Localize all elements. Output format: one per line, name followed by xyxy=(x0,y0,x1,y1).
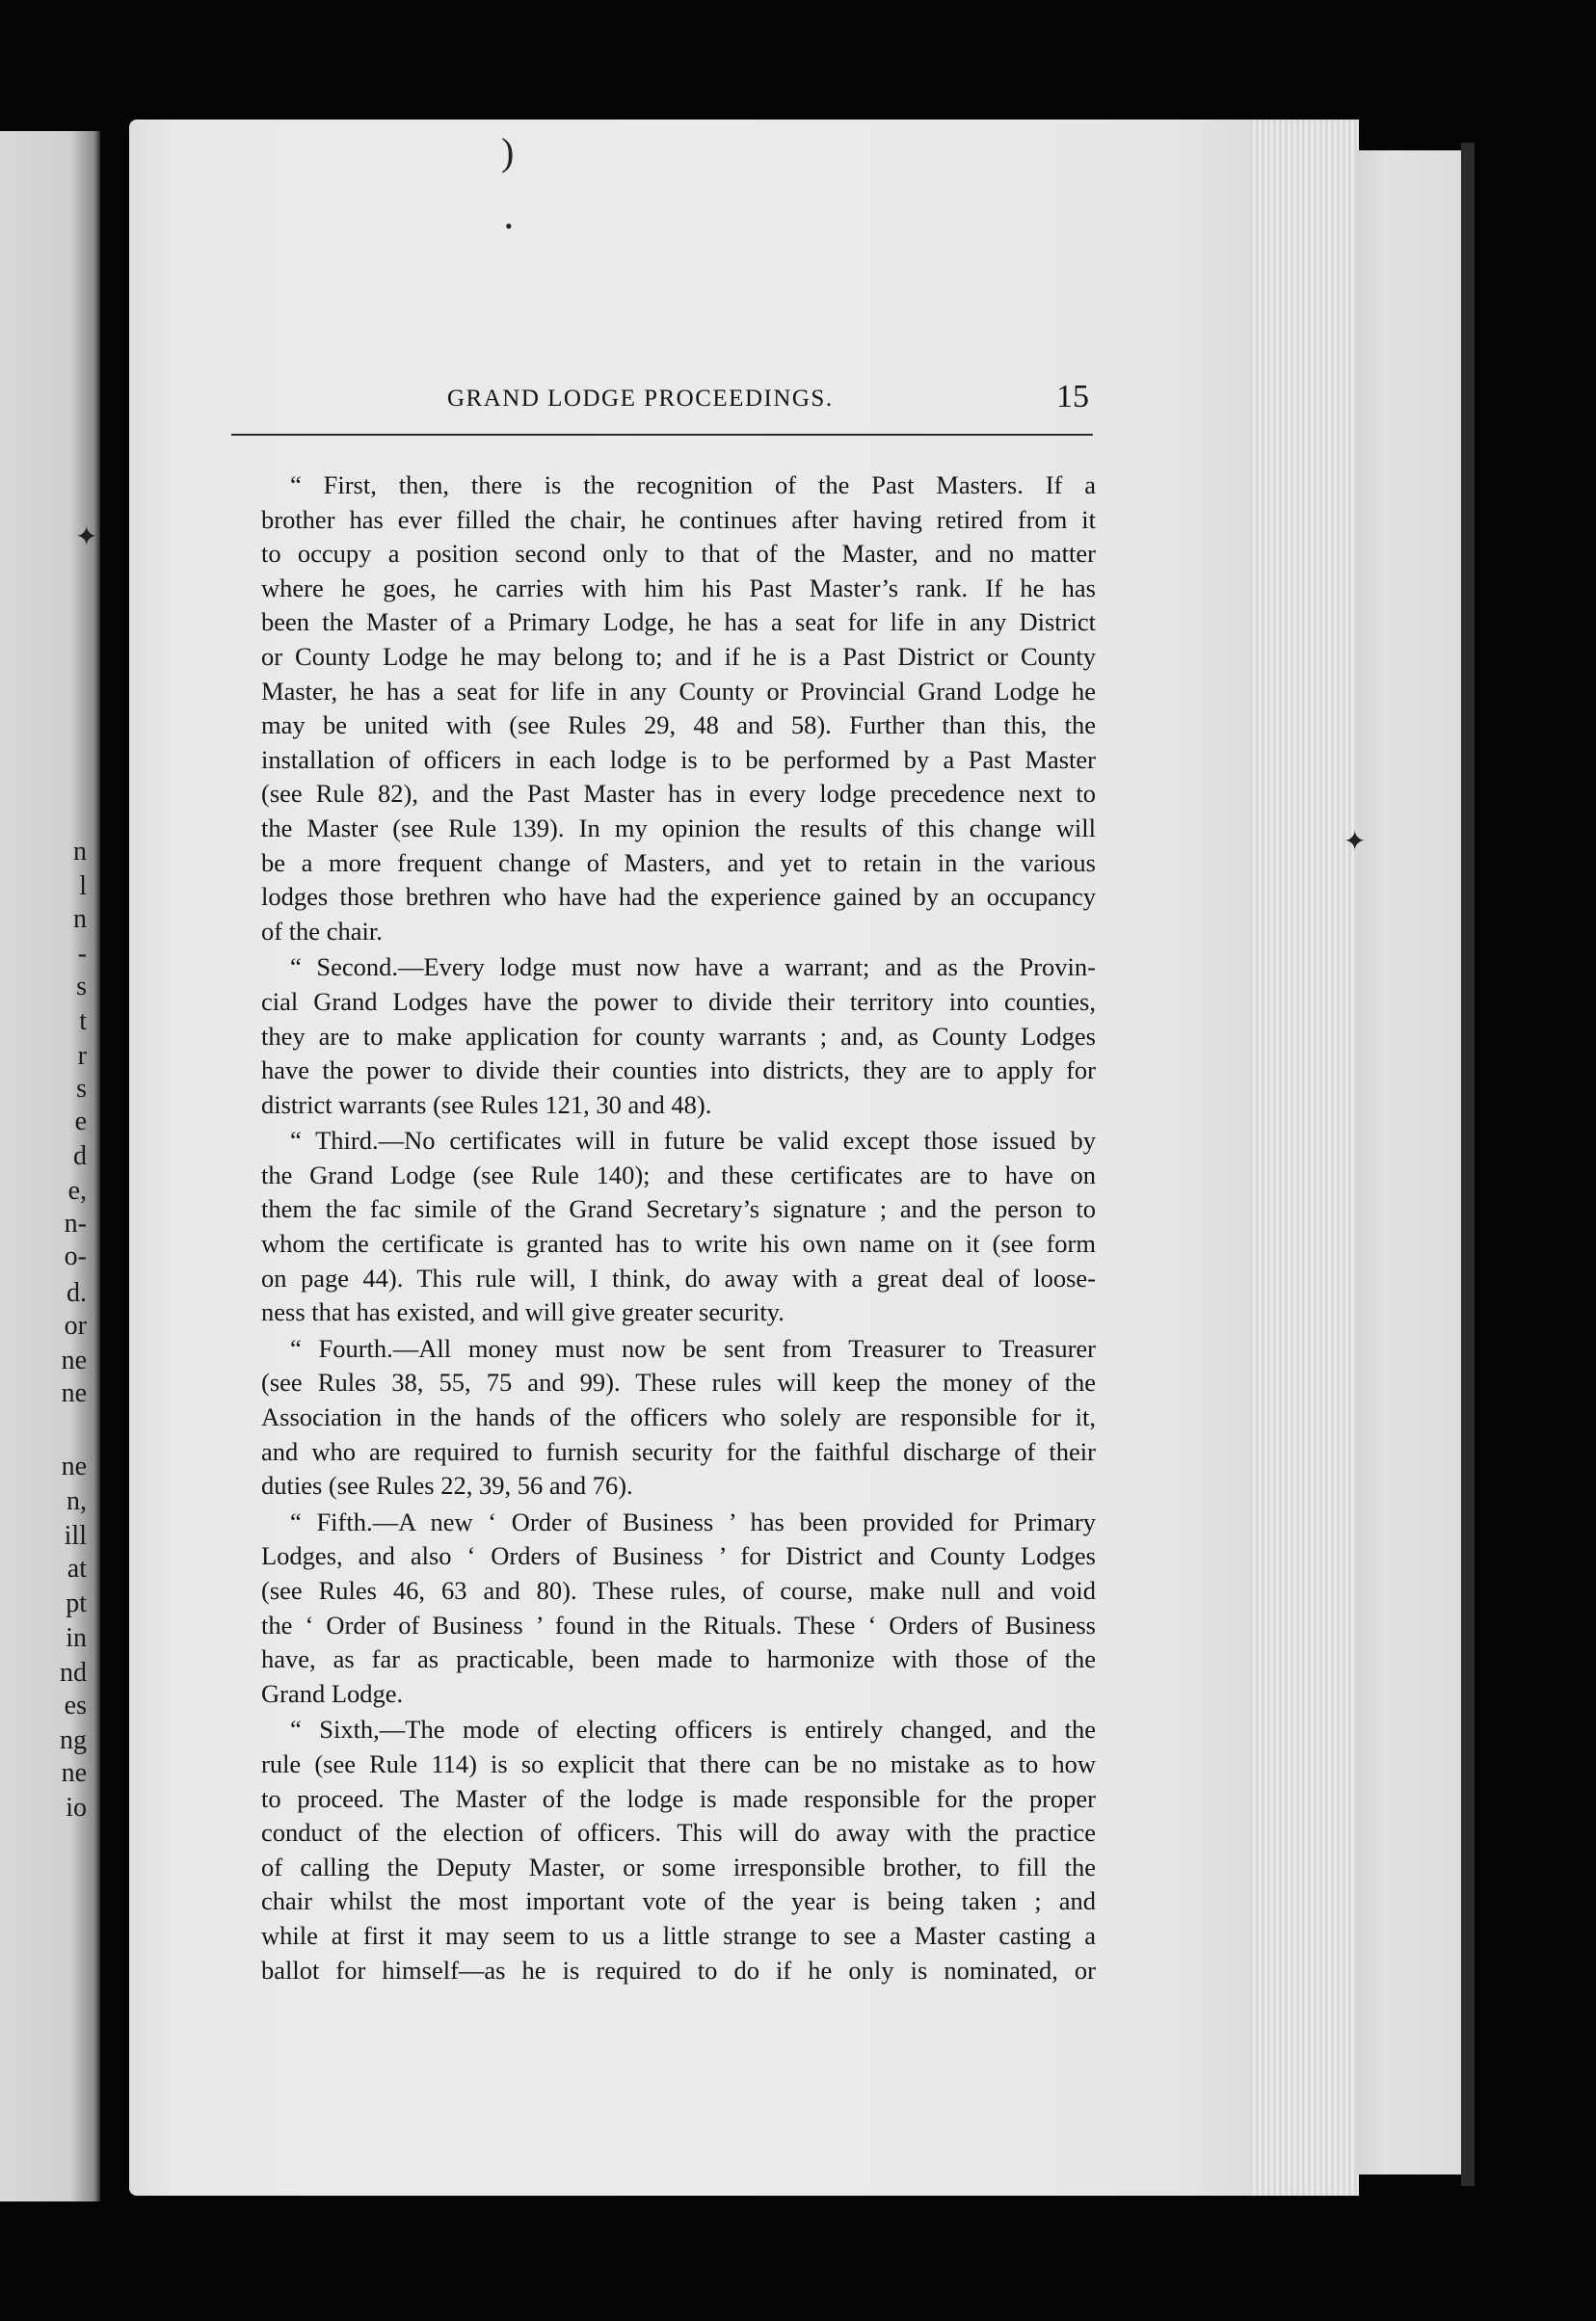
text-line: lodges those brethren who have had the experience gained by an occupancy xyxy=(261,882,1096,912)
text-line: (see Rule 82), and the Past Master has in every lodge precedence next to xyxy=(261,779,1096,809)
left-page-fragment: n xyxy=(73,904,87,934)
text-line: rule (see Rule 114) is so explicit that there can be no mistake as to how xyxy=(261,1748,1096,1778)
text-line: Lodges, and also ‘ Orders of Business ’ for District and County Lodges xyxy=(261,1541,1096,1571)
body-text xyxy=(232,468,1096,1988)
left-page-fragment: o- xyxy=(64,1241,87,1271)
left-page-fragment: s xyxy=(76,972,87,1001)
left-page-fragment: d xyxy=(73,1141,87,1171)
text-line: of the chair. xyxy=(261,916,383,946)
text-line: the Master (see Rule 139). In my opinion the results of this change will xyxy=(261,813,1096,842)
text-line: them the fac simile of the Grand Secretary’s signature ; and the person to xyxy=(261,1194,1096,1224)
text-line: district warrants (see Rules 121, 30 and 48). xyxy=(261,1089,712,1119)
left-page-fragment: ne xyxy=(61,1346,87,1375)
book-binding xyxy=(1461,143,1475,2186)
left-page-fragment: nd xyxy=(60,1658,87,1688)
text-line: conduct of the election of officers. This will do away with the practice xyxy=(261,1818,1096,1848)
text-line: ness that has existed, and will give greater security. xyxy=(261,1297,785,1327)
text-line: the ‘ Order of Business ’ found in the Rituals. These ‘ Orders of Business xyxy=(261,1610,1096,1640)
text-line: Master, he has a seat for life in any County or Provincial Grand Lodge he xyxy=(261,676,1096,706)
left-page-fragment: ill xyxy=(64,1521,87,1551)
left-page-fragment: ne xyxy=(61,1452,87,1481)
paragraph xyxy=(232,1713,1096,1988)
text-line: Grand Lodge. xyxy=(261,1678,404,1708)
left-page-fragment: in xyxy=(66,1623,87,1653)
ink-mark: ✦ xyxy=(75,522,98,552)
text-line: “ Fifth.—A new ‘ Order of Business ’ has been provided for Primary xyxy=(290,1507,1096,1536)
text-line: “ Third.—No certificates will in future be valid except those issued by xyxy=(290,1126,1096,1156)
text-line: of calling the Deputy Master, or some irresponsible brother, to fill the xyxy=(261,1852,1096,1881)
text-line: cial Grand Lodges have the power to divide their territory into counties, xyxy=(261,986,1096,1016)
text-line: may be united with (see Rules 29, 48 and 58). Further than this, the xyxy=(261,710,1096,740)
left-page-fragment: or xyxy=(64,1311,87,1341)
text-line: or County Lodge he may belong to; and if he is a Past District or County xyxy=(261,641,1096,671)
paragraph xyxy=(232,468,1096,948)
left-page-fragment: ne xyxy=(61,1758,87,1788)
left-page-fragment: - xyxy=(77,939,87,969)
text-line: to occupy a position second only to that of the Master, and no matter xyxy=(261,539,1096,569)
left-page-fragment: n xyxy=(73,837,87,867)
running-head: GRAND LODGE PROCEEDINGS. xyxy=(447,386,834,412)
left-page-fragment: n- xyxy=(64,1209,87,1239)
paragraph xyxy=(232,1506,1096,1712)
text-line: and who are required to furnish security for the faithful discharge of their xyxy=(261,1436,1096,1466)
left-page-fragment: l xyxy=(79,871,87,901)
text-line: be a more frequent change of Masters, and yet to retain in the various xyxy=(261,847,1096,877)
paragraph xyxy=(232,1124,1096,1330)
text-line: have, as far as practicable, been made to harmonize with those of the xyxy=(261,1644,1096,1674)
left-page-fragment: s xyxy=(76,1074,87,1104)
text-line: “ Sixth,—The mode of electing officers is entirely changed, and the xyxy=(290,1715,1096,1745)
left-page-fragment: e, xyxy=(67,1176,87,1206)
text-line: ballot for himself—as he is required to do if he only is nominated, or xyxy=(261,1955,1096,1985)
ink-mark: • xyxy=(505,214,513,238)
text-line: have the power to divide their counties into districts, they are to apply for xyxy=(261,1055,1096,1085)
left-page-fragment: pt xyxy=(66,1588,87,1618)
left-page-fragment: ng xyxy=(60,1725,87,1755)
text-line: duties (see Rules 22, 39, 56 and 76). xyxy=(261,1471,633,1501)
ink-mark: ) xyxy=(501,130,515,173)
facing-left-page xyxy=(0,131,100,2201)
text-line: chair whilst the most important vote of the year is being taken ; and xyxy=(261,1886,1096,1916)
text-line: been the Master of a Primary Lodge, he has a seat for life in any District xyxy=(261,607,1096,637)
text-line: Association in the hands of the officers who solely are responsible for it, xyxy=(261,1402,1096,1432)
text-line: whom the certificate is granted has to write his own name on it (see form xyxy=(261,1229,1096,1259)
page-number: 15 xyxy=(1056,379,1089,414)
text-line: “ Second.—Every lodge must now have a warrant; and as the Provin- xyxy=(290,952,1096,982)
text-line: on page 44). This rule will, I think, do away with a great deal of loose- xyxy=(261,1263,1096,1293)
left-page-fragment: at xyxy=(66,1554,87,1584)
page-edges xyxy=(1253,120,1359,2196)
left-page-fragment: t xyxy=(79,1006,87,1036)
left-page-fragment: io xyxy=(66,1793,87,1823)
text-line: to proceed. The Master of the lodge is made responsible for the proper xyxy=(261,1783,1096,1813)
header-rule xyxy=(231,434,1093,436)
text-line: “ First, then, there is the recognition of the Past Masters. If a xyxy=(290,470,1096,499)
left-page-fragment: es xyxy=(64,1691,87,1721)
ink-mark: ✦ xyxy=(1343,827,1367,857)
text-line: installation of officers in each lodge is to be performed by a Past Master xyxy=(261,744,1096,774)
text-line: they are to make application for county warrants ; and, as County Lodges xyxy=(261,1021,1096,1051)
paragraph xyxy=(232,950,1096,1122)
left-page-fragment: e xyxy=(74,1107,87,1136)
text-line: brother has ever filled the chair, he continues after having retired from it xyxy=(261,504,1096,534)
text-line: where he goes, he carries with him his Past Master’s rank. If he has xyxy=(261,573,1096,602)
left-page-fragment: ne xyxy=(61,1378,87,1408)
left-page-fragment: n, xyxy=(66,1486,87,1516)
paragraph xyxy=(232,1332,1096,1504)
text-line: (see Rules 46, 63 and 80). These rules, of course, make null and void xyxy=(261,1576,1096,1605)
left-page-fragment: r xyxy=(77,1041,87,1071)
text-line: while at first it may seem to us a little strange to see a Master casting a xyxy=(261,1920,1096,1950)
left-page-fragment: d. xyxy=(66,1278,87,1308)
text-line: (see Rules 38, 55, 75 and 99). These rules will keep the money of the xyxy=(261,1368,1096,1398)
facing-right-page xyxy=(1357,150,1461,2174)
text-line: “ Fourth.—All money must now be sent from Treasurer to Treasurer xyxy=(290,1333,1096,1363)
text-line: the Grand Lodge (see Rule 140); and these certificates are to have on xyxy=(261,1160,1096,1189)
